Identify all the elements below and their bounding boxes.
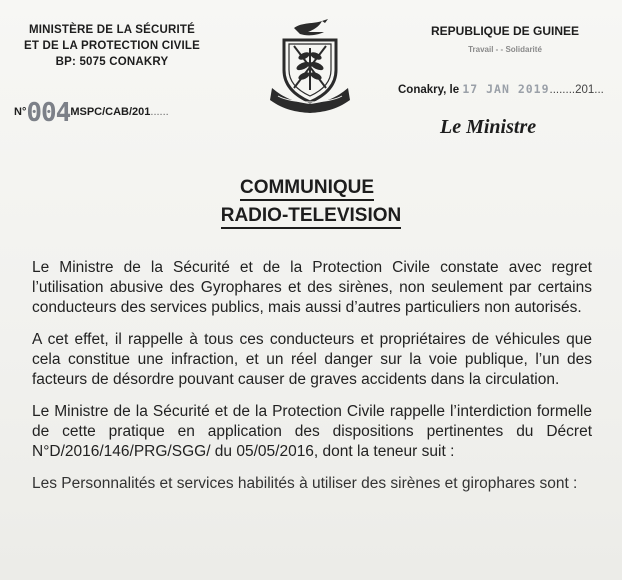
date-stamp: 17 JAN 2019 — [462, 82, 550, 96]
paragraph: Le Ministre de la Sécurité et de la Protection Civile rappelle l’interdiction formelle de cette pratique en application des dispositions pertinentes du Décret N°D/2016/146/PRG/SGG/ du 05/05/2016, dont la teneur suit : — [32, 403, 592, 460]
national-motto: Travail - - Solidarité — [468, 45, 542, 54]
ministry-address: BP: 5075 CONAKRY — [55, 56, 169, 68]
coat-of-arms-icon — [264, 18, 356, 114]
country-name: REPUBLIQUE DE GUINEE — [430, 24, 580, 38]
reference-dots: ...... — [150, 106, 169, 118]
place-and-date — [398, 82, 604, 96]
ministry-line-1: MINISTÈRE DE LA SÉCURITÉ — [28, 24, 196, 36]
city-label: Conakry, le — [398, 84, 460, 96]
paragraph: Le Ministre de la Sécurité et de la Protection Civile constate avec regret l’utilisation abusive des Gyrophares et des sirènes, non seulement par certains conducteurs des services publics, mais aussi d’autres particuliers non autorisés. — [32, 259, 592, 316]
document-title — [0, 174, 622, 230]
reference-prefix: N° — [14, 106, 27, 118]
paragraph: A cet effet, il rappelle à tous ces conducteurs et propriétaires de véhicules que cela constitue une infraction, et un réel danger sur la voie publique, l’un des facteurs de désordre pouvant causer de graves accidents dans la circulation. — [32, 331, 592, 388]
ministry-line-2: ET DE LA PROTECTION CIVILE — [23, 40, 200, 52]
paragraph: Les Personnalités et services habilités à utiliser des sirènes et girophares sont : — [32, 475, 578, 492]
reference-stamp-number: 004 — [26, 98, 71, 128]
document-body — [32, 258, 592, 506]
ministry-header — [12, 22, 212, 70]
reference-suffix: MSPC/CAB/201 — [70, 106, 151, 118]
reference-number — [14, 92, 169, 128]
signatory-title: Le Ministre — [440, 116, 537, 138]
title-line-2: RADIO-TELEVISION — [221, 205, 402, 229]
date-dots: ........201... — [549, 84, 604, 96]
country-header — [405, 24, 605, 57]
title-line-1: COMMUNIQUE — [240, 177, 374, 201]
